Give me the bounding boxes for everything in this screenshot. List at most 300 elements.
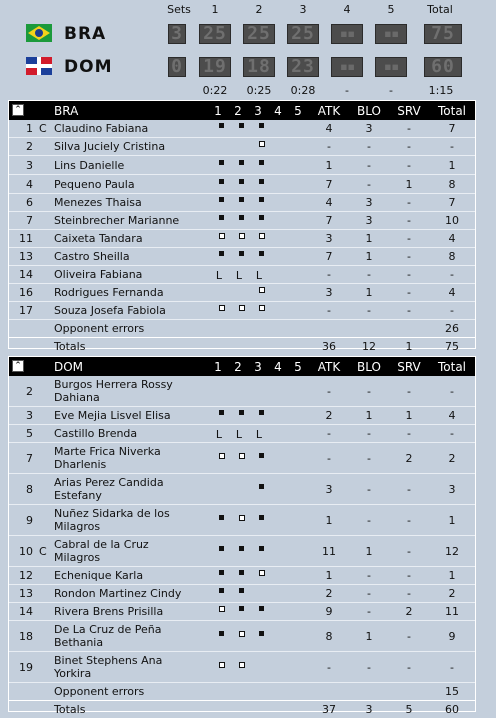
atk-value: 1	[325, 569, 333, 582]
player-name	[54, 140, 165, 153]
col-set-2: 2	[234, 360, 242, 374]
played-square-icon	[239, 160, 244, 165]
col-srv: SRV	[397, 104, 421, 118]
dom-set-5-score: ▪▪	[375, 57, 407, 77]
player-row	[9, 407, 475, 425]
player-name	[54, 538, 149, 564]
player-number: 7	[26, 214, 33, 227]
played-square-icon	[259, 453, 264, 458]
libero-marker: L	[215, 269, 223, 282]
libero-marker: L	[235, 428, 243, 441]
bra-sets-won: 3	[168, 24, 186, 44]
played-square-icon	[259, 410, 264, 415]
player-number: 1	[26, 122, 33, 135]
atk-value: 2	[325, 587, 333, 600]
player-number: 2	[26, 140, 33, 153]
player-name	[54, 122, 148, 135]
set-2-label: 2	[255, 3, 263, 16]
atk-value: -	[327, 451, 331, 465]
totals-blo: 12	[362, 340, 376, 353]
sets-label: Sets	[167, 3, 191, 16]
player-number: 13	[19, 587, 33, 600]
substitute-square-icon	[219, 662, 225, 668]
player-name	[54, 409, 171, 422]
set-5-label: 5	[387, 3, 395, 16]
atk-value: 7	[325, 177, 333, 191]
total-value: 10	[445, 214, 459, 227]
player-row	[9, 120, 475, 138]
blo-value: -	[367, 451, 371, 465]
dom-set-2-score: 18	[243, 57, 275, 77]
srv-value: 2	[405, 451, 413, 465]
total-value: 9	[448, 629, 456, 643]
col-set-4: 4	[274, 104, 282, 118]
player-name	[54, 507, 170, 533]
atk-value: 4	[325, 122, 333, 135]
player-name-line2: Dahiana	[54, 391, 100, 404]
player-name-line1: Marte Frica Niverka	[54, 445, 161, 458]
atk-value: -	[327, 384, 331, 398]
opponent-errors-value: 26	[445, 322, 459, 335]
player-name	[54, 268, 142, 281]
player-name-line1: Rivera Brens Prisilla	[54, 605, 164, 618]
player-name	[54, 232, 143, 245]
substitute-square-icon	[259, 305, 265, 311]
player-row	[9, 284, 475, 302]
atk-value: 7	[325, 250, 333, 263]
substitute-square-icon	[219, 606, 225, 612]
total-value: 8	[448, 250, 456, 263]
blo-value: -	[367, 158, 371, 172]
played-square-icon	[219, 546, 224, 551]
set-1-participation	[213, 428, 225, 441]
played-square-icon	[259, 606, 264, 611]
player-name-line1: Claudino Fabiana	[54, 122, 149, 135]
player-name-line1: Rodrigues Fernanda	[54, 286, 164, 299]
srv-value: -	[407, 384, 411, 398]
player-name	[54, 623, 162, 649]
atk-value: 9	[325, 605, 333, 618]
set-1-duration: 0:22	[202, 84, 228, 97]
dom-set-4-score: ▪▪	[331, 57, 363, 77]
blo-value: 1	[365, 409, 373, 422]
player-number: 19	[19, 660, 33, 674]
player-name	[54, 654, 162, 680]
substitute-square-icon	[219, 305, 225, 311]
player-number: 3	[26, 158, 33, 172]
played-square-icon	[259, 515, 264, 520]
played-square-icon	[259, 546, 264, 551]
atk-value: -	[327, 304, 331, 317]
player-name-line1: Castro Sheilla	[54, 250, 130, 263]
played-square-icon	[219, 179, 224, 184]
captain-marker: C	[39, 122, 47, 135]
match-duration: 1:15	[428, 84, 454, 97]
total-value: -	[450, 660, 454, 674]
set-3-duration: 0:28	[290, 84, 316, 97]
played-square-icon	[239, 570, 244, 575]
srv-value: 1	[405, 409, 413, 422]
total-value: 4	[448, 409, 456, 422]
blo-value: 1	[365, 629, 373, 643]
substitute-square-icon	[219, 233, 225, 239]
col-blo: BLO	[357, 360, 381, 374]
total-value: 12	[445, 544, 459, 558]
totals-srv: 1	[405, 340, 413, 353]
opponent-errors-value: 15	[445, 685, 459, 698]
total-label: Total	[427, 3, 453, 16]
srv-value: -	[407, 304, 411, 317]
total-value: -	[450, 427, 454, 440]
player-name-line2: Dharlenis	[54, 458, 107, 471]
player-row	[9, 156, 475, 175]
player-number: 12	[19, 569, 33, 582]
bra-set-3-score: 25	[287, 24, 319, 44]
srv-value: -	[407, 232, 411, 245]
player-name-line1: Eve Mejia Lisvel Elisa	[54, 409, 171, 422]
substitute-square-icon	[259, 141, 265, 147]
panel-title: BRA	[54, 104, 79, 118]
set-4-duration: -	[345, 84, 349, 97]
totals-total: 60	[445, 703, 459, 716]
player-row	[9, 175, 475, 194]
player-row	[9, 603, 475, 621]
totals-label: Totals	[54, 703, 86, 716]
bra-set-5-score: ▪▪	[375, 24, 407, 44]
atk-value: 11	[322, 544, 336, 558]
opponent-errors-label: Opponent errors	[54, 685, 145, 698]
played-square-icon	[239, 123, 244, 128]
blo-value: 3	[365, 196, 373, 209]
player-name	[54, 159, 124, 172]
substitute-square-icon	[239, 233, 245, 239]
player-number: 6	[26, 196, 33, 209]
player-row	[9, 266, 475, 284]
player-row	[9, 376, 475, 407]
srv-value: -	[407, 214, 411, 227]
srv-value: -	[407, 544, 411, 558]
player-number: 7	[26, 451, 33, 465]
set-2-duration: 0:25	[246, 84, 272, 97]
opponent-errors-row	[9, 320, 475, 338]
played-square-icon	[219, 123, 224, 128]
played-square-icon	[239, 588, 244, 593]
player-name-line1: Castillo Brenda	[54, 427, 138, 440]
blo-value: -	[367, 605, 371, 618]
brazil-flag-icon	[26, 24, 52, 42]
total-value: 4	[448, 286, 456, 299]
blo-value: -	[367, 482, 371, 496]
played-square-icon	[259, 160, 264, 165]
panel-title: DOM	[54, 360, 84, 374]
srv-value: -	[407, 286, 411, 299]
blo-value: -	[367, 513, 371, 527]
bra-set-2-score: 25	[243, 24, 275, 44]
set-1-participation	[213, 269, 225, 282]
player-name-line1: Echenique Karla	[54, 569, 144, 582]
srv-value: -	[407, 268, 411, 281]
blo-value: 3	[365, 122, 373, 135]
blo-value: 1	[365, 286, 373, 299]
totals-total: 75	[445, 340, 459, 353]
player-name	[54, 445, 161, 471]
player-row	[9, 567, 475, 585]
player-name-line1: Rondon Martinez Cindy	[54, 587, 182, 600]
atk-value: 3	[325, 232, 333, 245]
total-value: -	[450, 384, 454, 398]
totals-row	[9, 701, 475, 718]
totals-srv: 5	[405, 703, 413, 716]
atk-value: 1	[325, 513, 333, 527]
player-number: 10	[19, 544, 33, 558]
player-name-line1: Arias Perez Candida	[54, 476, 164, 489]
srv-value: -	[407, 629, 411, 643]
collapse-icon[interactable]: ⌃	[12, 360, 24, 372]
blo-value: -	[367, 177, 371, 191]
substitute-square-icon	[259, 233, 265, 239]
player-number: 16	[19, 286, 33, 299]
player-row	[9, 212, 475, 230]
dom-panel-header	[9, 357, 475, 376]
played-square-icon	[219, 515, 224, 520]
total-value: 2	[448, 587, 456, 600]
bra-stats-panel	[8, 100, 476, 353]
player-number: 14	[19, 605, 33, 618]
blo-value: -	[367, 140, 371, 153]
player-row	[9, 443, 475, 474]
col-set-3: 3	[254, 104, 262, 118]
played-square-icon	[219, 160, 224, 165]
srv-value: -	[407, 427, 411, 440]
srv-value: 1	[405, 177, 413, 191]
substitute-square-icon	[239, 305, 245, 311]
player-number: 13	[19, 250, 33, 263]
substitute-square-icon	[259, 570, 265, 576]
player-name	[54, 587, 181, 600]
col-total: Total	[437, 104, 467, 118]
player-name	[54, 476, 164, 502]
bra-total-score: 75	[424, 24, 462, 44]
played-square-icon	[219, 215, 224, 220]
player-row	[9, 138, 475, 156]
total-value: 1	[448, 569, 456, 582]
played-square-icon	[219, 570, 224, 575]
played-square-icon	[239, 410, 244, 415]
player-row	[9, 302, 475, 320]
substitute-square-icon	[259, 287, 265, 293]
substitute-square-icon	[239, 631, 245, 637]
played-square-icon	[239, 546, 244, 551]
team-code-bra: BRA	[64, 24, 107, 44]
player-name-line1: Silva Juciely Cristina	[54, 140, 166, 153]
dominican-flag-icon	[26, 57, 52, 75]
played-square-icon	[219, 197, 224, 202]
srv-value: -	[407, 196, 411, 209]
played-square-icon	[239, 251, 244, 256]
bra-set-4-score: ▪▪	[331, 24, 363, 44]
team-code-dom: DOM	[64, 57, 113, 77]
blo-value: 3	[365, 214, 373, 227]
played-square-icon	[259, 251, 264, 256]
total-value: 3	[448, 482, 456, 496]
substitute-square-icon	[239, 662, 245, 668]
played-square-icon	[219, 410, 224, 415]
blo-value: -	[367, 569, 371, 582]
substitute-square-icon	[219, 453, 225, 459]
blo-value: -	[367, 427, 371, 440]
total-value: 1	[448, 158, 456, 172]
total-value: 7	[448, 196, 456, 209]
played-square-icon	[259, 197, 264, 202]
played-square-icon	[259, 123, 264, 128]
player-row	[9, 474, 475, 505]
dom-sets-won: 0	[168, 57, 186, 77]
srv-value: 2	[405, 605, 413, 618]
collapse-icon[interactable]: ⌃	[12, 104, 24, 116]
total-value: 7	[448, 122, 456, 135]
dom-set-3-score: 23	[287, 57, 319, 77]
col-set-1: 1	[214, 104, 222, 118]
atk-value: 3	[325, 286, 333, 299]
set-5-duration: -	[389, 84, 393, 97]
total-value: -	[450, 140, 454, 153]
player-name-line2: Estefany	[54, 489, 102, 502]
player-name	[54, 304, 166, 317]
totals-atk: 37	[322, 703, 336, 716]
player-name	[54, 214, 179, 227]
bra-set-1-score: 25	[199, 24, 231, 44]
srv-value: -	[407, 660, 411, 674]
player-number: 17	[19, 304, 33, 317]
player-name-line1: De La Cruz de Peña	[54, 623, 162, 636]
totals-label: Totals	[54, 340, 86, 353]
played-square-icon	[219, 251, 224, 256]
srv-value: -	[407, 569, 411, 582]
player-name-line2: Milagros	[54, 520, 101, 533]
total-value: 11	[445, 605, 459, 618]
played-square-icon	[259, 631, 264, 636]
blo-value: -	[367, 660, 371, 674]
played-square-icon	[259, 484, 264, 489]
atk-value: 2	[325, 409, 333, 422]
substitute-square-icon	[239, 515, 245, 521]
player-name	[54, 427, 137, 440]
col-atk: ATK	[317, 360, 341, 374]
totals-blo: 3	[365, 703, 373, 716]
player-name-line2: Milagros	[54, 551, 101, 564]
player-name	[54, 378, 173, 404]
col-set-4: 4	[274, 360, 282, 374]
atk-value: 8	[325, 629, 333, 643]
player-number: 9	[26, 513, 33, 527]
total-value: 4	[448, 232, 456, 245]
player-number: 5	[26, 427, 33, 440]
total-value: -	[450, 304, 454, 317]
libero-marker: L	[235, 269, 243, 282]
player-row	[9, 621, 475, 652]
opponent-errors-row	[9, 683, 475, 701]
player-number: 3	[26, 409, 33, 422]
played-square-icon	[259, 179, 264, 184]
blo-value: -	[367, 587, 371, 600]
player-row	[9, 652, 475, 683]
player-name-line1: Steinbrecher Marianne	[54, 214, 180, 227]
blo-value: -	[367, 268, 371, 281]
srv-value: -	[407, 140, 411, 153]
player-number: 4	[26, 177, 33, 191]
player-name	[54, 569, 143, 582]
player-row	[9, 505, 475, 536]
blo-value: 1	[365, 250, 373, 263]
player-name-line1: Pequeno Paula	[54, 177, 135, 191]
col-set-5: 5	[294, 360, 302, 374]
atk-value: -	[327, 660, 331, 674]
col-srv: SRV	[397, 360, 421, 374]
player-number: 11	[19, 232, 33, 245]
total-value: -	[450, 268, 454, 281]
player-name-line1: Nuñez Sidarka de los	[54, 507, 170, 520]
player-number: 8	[26, 482, 33, 496]
blo-value: 1	[365, 232, 373, 245]
player-name	[54, 196, 142, 209]
dom-set-1-score: 19	[199, 57, 231, 77]
atk-value: -	[327, 140, 331, 153]
substitute-square-icon	[239, 453, 245, 459]
set-3-participation	[253, 428, 265, 441]
scoreboard	[0, 0, 496, 96]
played-square-icon	[239, 606, 244, 611]
totals-row	[9, 338, 475, 355]
player-number: 14	[19, 268, 33, 281]
player-row	[9, 536, 475, 567]
player-name-line1: Oliveira Fabiana	[54, 268, 143, 281]
col-total: Total	[437, 360, 467, 374]
set-4-label: 4	[343, 3, 351, 16]
set-3-participation	[253, 269, 265, 282]
player-row	[9, 230, 475, 248]
player-name-line2: Bethania	[54, 636, 104, 649]
captain-marker: C	[39, 544, 47, 558]
dom-total-score: 60	[424, 57, 462, 77]
player-name-line1: Lins Danielle	[54, 158, 125, 172]
srv-value: -	[407, 513, 411, 527]
srv-value: -	[407, 587, 411, 600]
srv-value: -	[407, 158, 411, 172]
player-name	[54, 178, 135, 191]
player-name-line1: Souza Josefa Fabiola	[54, 304, 166, 317]
played-square-icon	[219, 588, 224, 593]
player-name	[54, 250, 130, 263]
atk-value: 1	[325, 158, 333, 172]
atk-value: -	[327, 268, 331, 281]
libero-marker: L	[215, 428, 223, 441]
player-number: 18	[19, 629, 33, 643]
player-name-line1: Burgos Herrera Rossy	[54, 378, 173, 391]
opponent-errors-label: Opponent errors	[54, 322, 145, 335]
libero-marker: L	[255, 269, 263, 282]
player-name-line1: Cabral de la Cruz	[54, 538, 149, 551]
atk-value: 3	[325, 482, 333, 496]
atk-value: 7	[325, 214, 333, 227]
srv-value: -	[407, 250, 411, 263]
player-name-line1: Caixeta Tandara	[54, 232, 143, 245]
col-blo: BLO	[357, 104, 381, 118]
player-row	[9, 585, 475, 603]
dom-stats-panel	[8, 356, 476, 716]
played-square-icon	[239, 215, 244, 220]
set-2-participation	[233, 428, 245, 441]
col-set-5: 5	[294, 104, 302, 118]
